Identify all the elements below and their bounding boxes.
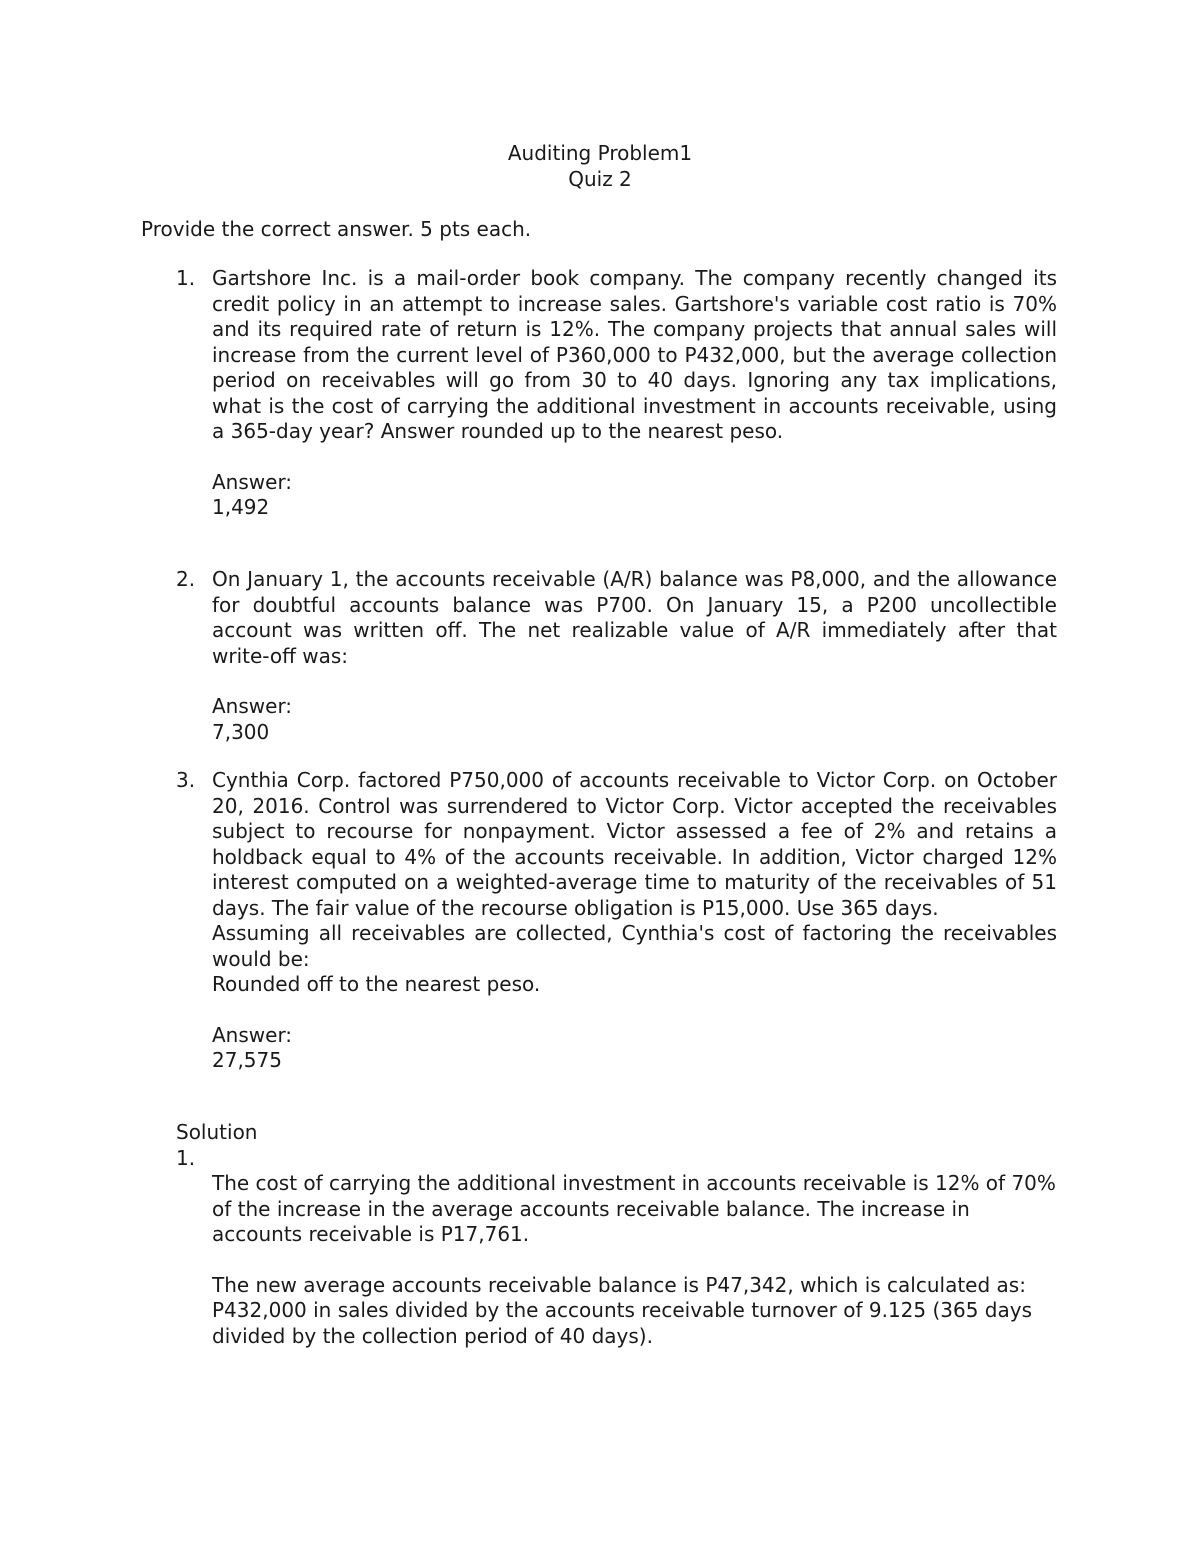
- solution-paragraph-2: The new average accounts receivable balance is P47,342, which is calculated as:: [212, 1272, 1026, 1297]
- question-text: Gartshore Inc. is a mail-order book company. The company recently changed its credit policy in an attempt to increase sales. Gartshore's variable cost ratio is 70% and its required rate of return is 12%. The company projects that annual sales will increase from the current level of P360,000 to P432,000, but the average collection period on receivables will go from 30 to 40 days. Ignoring any tax implications, what is the cost of carrying the additional investment in accounts receivable, using a 365-day year? Answer rounded up to the nearest peso.: [212, 266, 1057, 443]
- question-number: 2.: [176, 567, 196, 591]
- instructions: Provide the correct answer. 5 pts each.: [141, 217, 532, 241]
- question-2: [176, 567, 1057, 745]
- answer-value: 1,492: [212, 495, 270, 519]
- question-text-rounding: Rounded off to the nearest peso.: [212, 972, 541, 996]
- answer-label: Answer:: [212, 694, 293, 718]
- solution-section: [176, 1120, 1056, 1349]
- solution-heading: Solution: [176, 1120, 258, 1144]
- question-text: Cynthia Corp. factored P750,000 of accounts receivable to Victor Corp. on October 20, 2016. Control was surrendered to Victor Corp. Victor accepted the receivables subject to recourse for nonpayment. Victor assessed a fee of 2% and retains a holdback equal to 4% of the accounts receivable. In addition, Victor charged 12% interest computed on a weighted-average time to maturity of the receivables of 51 days. The fair value of the recourse obligation is P15,000. Use 365 days.: [212, 768, 1057, 920]
- question-number: 3.: [176, 768, 196, 792]
- document-title: Auditing Problem1: [507, 141, 693, 165]
- question-text: On January 1, the accounts receivable (A/R) balance was P8,000, and the allowance for doubtful accounts balance was P700. On January 15, a P200 uncollectible account was written off. The net realizable value of A/R immediately after that write-off was:: [212, 567, 1057, 668]
- question-1: [176, 266, 1057, 521]
- solution-number: 1.: [176, 1145, 196, 1170]
- solution-paragraph-3: P432,000 in sales divided by the accounts receivable turnover of 9.125 (365 days divided by the collection period of 40 days).: [212, 1298, 1033, 1348]
- question-text-continued: Assuming all receivables are collected, Cynthia's cost of factoring the receivables would be:: [212, 921, 1057, 971]
- answer-label: Answer:: [212, 469, 293, 494]
- document-subtitle: Quiz 2: [568, 166, 632, 191]
- question-number: 1.: [176, 266, 196, 290]
- question-3: [176, 768, 1057, 1074]
- answer-label: Answer:: [212, 1022, 293, 1047]
- answer-value: 27,575: [212, 1048, 282, 1072]
- solution-paragraph-1: The cost of carrying the additional investment in accounts receivable is 12% of 70% of the increase in the average accounts receivable balance. The increase in accounts receivable is P17,761.: [212, 1171, 1056, 1246]
- title-block: [0, 141, 1200, 192]
- answer-value: 7,300: [212, 719, 270, 744]
